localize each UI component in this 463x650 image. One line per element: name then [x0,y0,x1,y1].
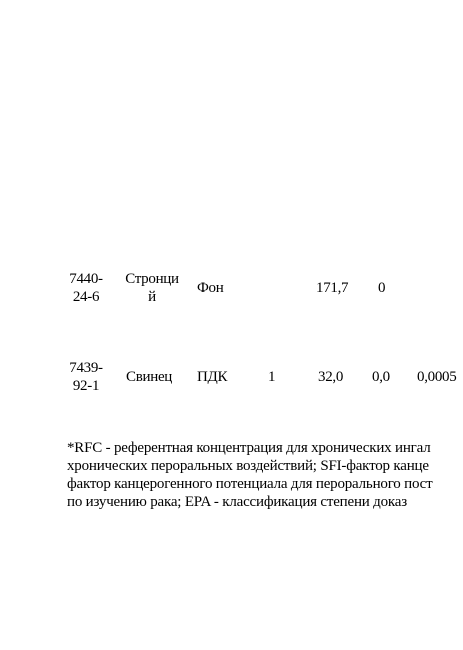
row-2-value-col7: 0,0005 [417,369,457,385]
row-1-concentration-type: Фон [197,280,224,296]
row-2-cas-line-1: 7439- [69,360,103,376]
footnote-line-4: по изучению рака; EPA - классификация степени доказ [67,494,407,510]
footnote [67,439,463,511]
footnote-line-3: фактор канцерогенного потенциала для перорального пост [67,476,433,492]
row-1-name-line-2: й [148,289,156,305]
row-2-value-col4: 1 [268,369,276,385]
row-2-concentration-type: ПДК [197,369,228,385]
row-2-value-col5: 32,0 [318,369,344,385]
row-2-value-col6: 0,0 [372,369,390,385]
row-1-name-line-1: Стронци [125,271,179,287]
row-1-cas-line-1: 7440- [69,271,103,287]
footnote-line-1: *RFC - референтная концентрация для хронических ингал [67,440,431,456]
row-2-cas-number [66,359,106,395]
row-1-cas-number [66,270,106,306]
row-1-value-col6: 0 [378,280,386,296]
row-1-substance-name [120,270,184,306]
row-2-cas-line-2: 92-1 [72,378,100,394]
row-1-cas-line-2: 24-6 [72,289,100,305]
row-2-substance-name: Свинец [126,369,173,385]
footnote-line-2: хронических пероральных воздействий; SFI-фактор канце [67,458,429,474]
row-1-value-col5: 171,7 [316,280,349,296]
